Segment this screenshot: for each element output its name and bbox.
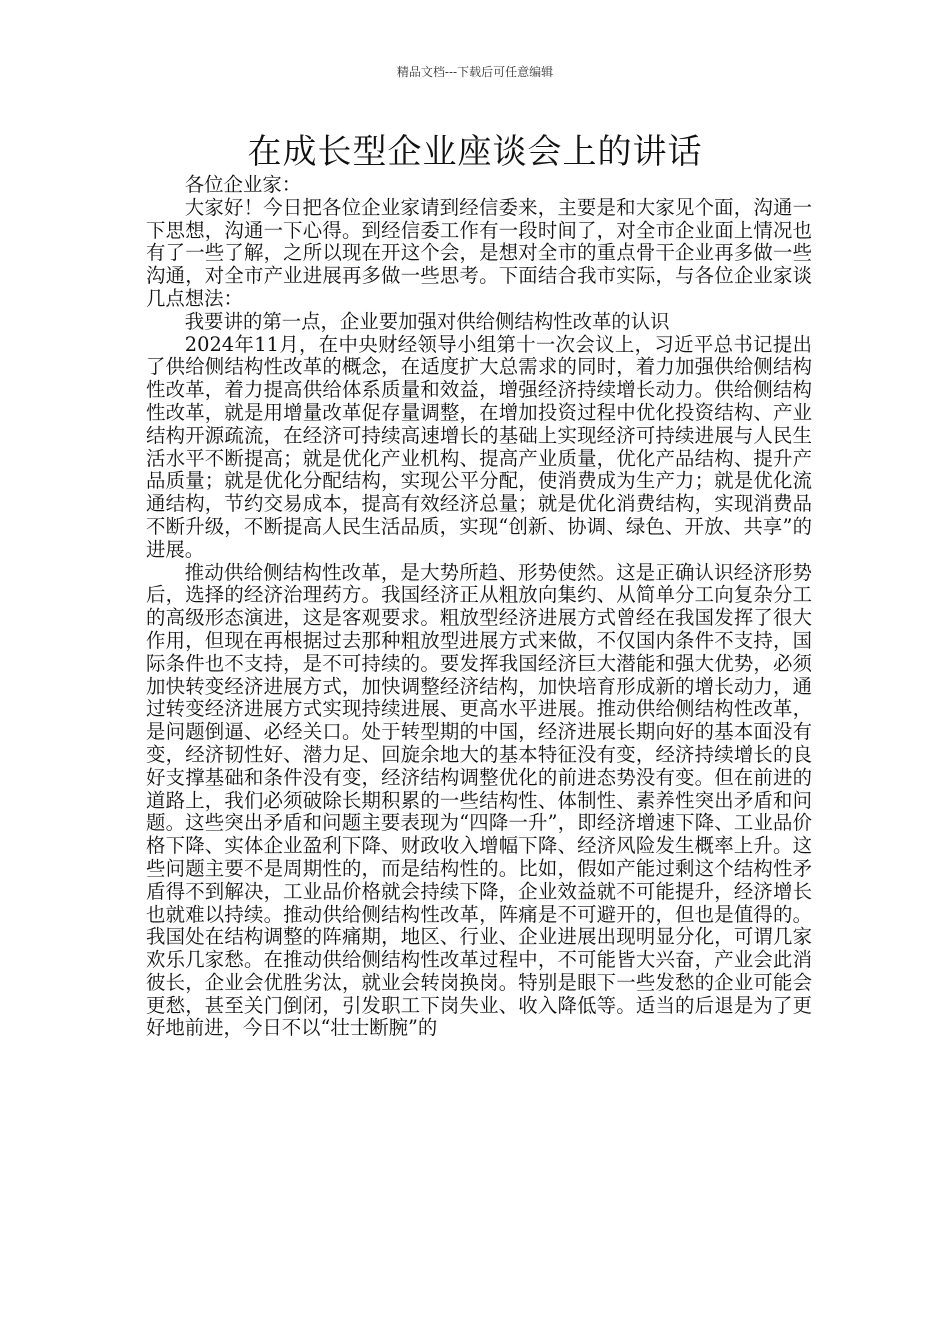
salutation-paragraph: 各位企业家： — [184, 173, 302, 196]
body-paragraph: 推动供给侧结构性改革，是大势所趋、形势使然。这是正确认识经济形势后，选择的经济治理药方。我国经济正从粗放向集约、从简单分工向复杂分工的高级形态演进，这是客观要求。粗放型经济进展方式曾经在我国发挥了很大作用，但现在再根据过去那种粗放型进展方式来做，不仅国内条件不支持，国际条件也不支持，是不可持续的。要发挥我国经济巨大潜能和强大优势，必须加快转变经济进展方式，加快调整经济结构，加快培育形成新的增长动力，通过转变经济进展方式实现持续进展、更高水平进展。推动供给侧结构性改革，是问题倒逼、必经关口。处于转型期的中国，经济进展长期向好的基本面没有变，经济韧性好、潜力足、回旋余地大的基本特征没有变，经济持续增长的良好支撑基础和条件没有变，经济结构调整优化的前进态势没有变。但在前进的道路上，我们必须破除长期积累的一些结构性、体制性、素养性突出矛盾和问题。这些突出矛盾和问题主要表现为“四降一升”，即经济增速下降、工业品价格下降、实体企业盈利下降、财政收入增幅下降、经济风险发生概率上升。这些问题主要不是周期性的，而是结构性的。比如，假如产能过剩这个结构性矛盾得不到解决，工业品价格就会持续下降，企业效益就不可能提升，经济增长也就难以持续。推动供给侧结构性改革，阵痛是不可避开的，但也是值得的。我国处在结构调整的阵痛期，地区、行业、企业进展出现明显分化，可谓几家欢乐几家愁。在推动供给侧结构性改革过程中，不可能皆大兴奋，产业会此消彼长，企业会优胜劣汰，就业会转岗换岗。特别是眼下一些发愁的企业可能会更愁，甚至关门倒闭，引发职工下岗失业、收入降低等。适当的后退是为了更好地前进，今日不以“壮士断腕”的 — [146, 560, 812, 1040]
document-title: 在成长型企业座谈会上的讲话 — [247, 132, 703, 172]
document-body — [146, 174, 812, 1040]
section-heading-paragraph: 我要讲的第一点，企业要加强对供给侧结构性改革的认识 — [184, 309, 670, 333]
body-paragraph: 大家好！今日把各位企业家请到经信委来，主要是和大家见个面，沟通一下思想，沟通一下心得。到经信委工作有一段时间了，对全市企业面上情况也有了一些了解，之所以现在开这个会，是想对全市的重点骨干企业再多做一些沟通，对全市产业进展再多做一些思考。下面结合我市实际，与各位企业家谈几点想法： — [146, 195, 812, 310]
page-header-note: 精品文档---下载后可任意编辑 — [396, 65, 554, 79]
body-paragraph: 2024年11月，在中央财经领导小组第十一次会议上，习近平总书记提出了供给侧结构性改革的概念，在适度扩大总需求的同时，着力加强供给侧结构性改革，着力提高供给体系质量和效益，增强经济持续增长动力。供给侧结构性改革，就是用增量改革促存量调整，在增加投资过程中优化投资结构、产业结构开源疏流，在经济可持续高速增长的基础上实现经济可持续进展与人民生活水平不断提高；就是优化产业机构、提高产业质量，优化产品结构、提升产品质量；就是优化分配结构，实现公平分配，使消费成为生产力；就是优化流通结构，节约交易成本，提高有效经济总量；就是优化消费结构，实现消费品不断升级，不断提高人民生活品质，实现“创新、协调、绿色、开放、共享”的进展。 — [146, 332, 812, 561]
